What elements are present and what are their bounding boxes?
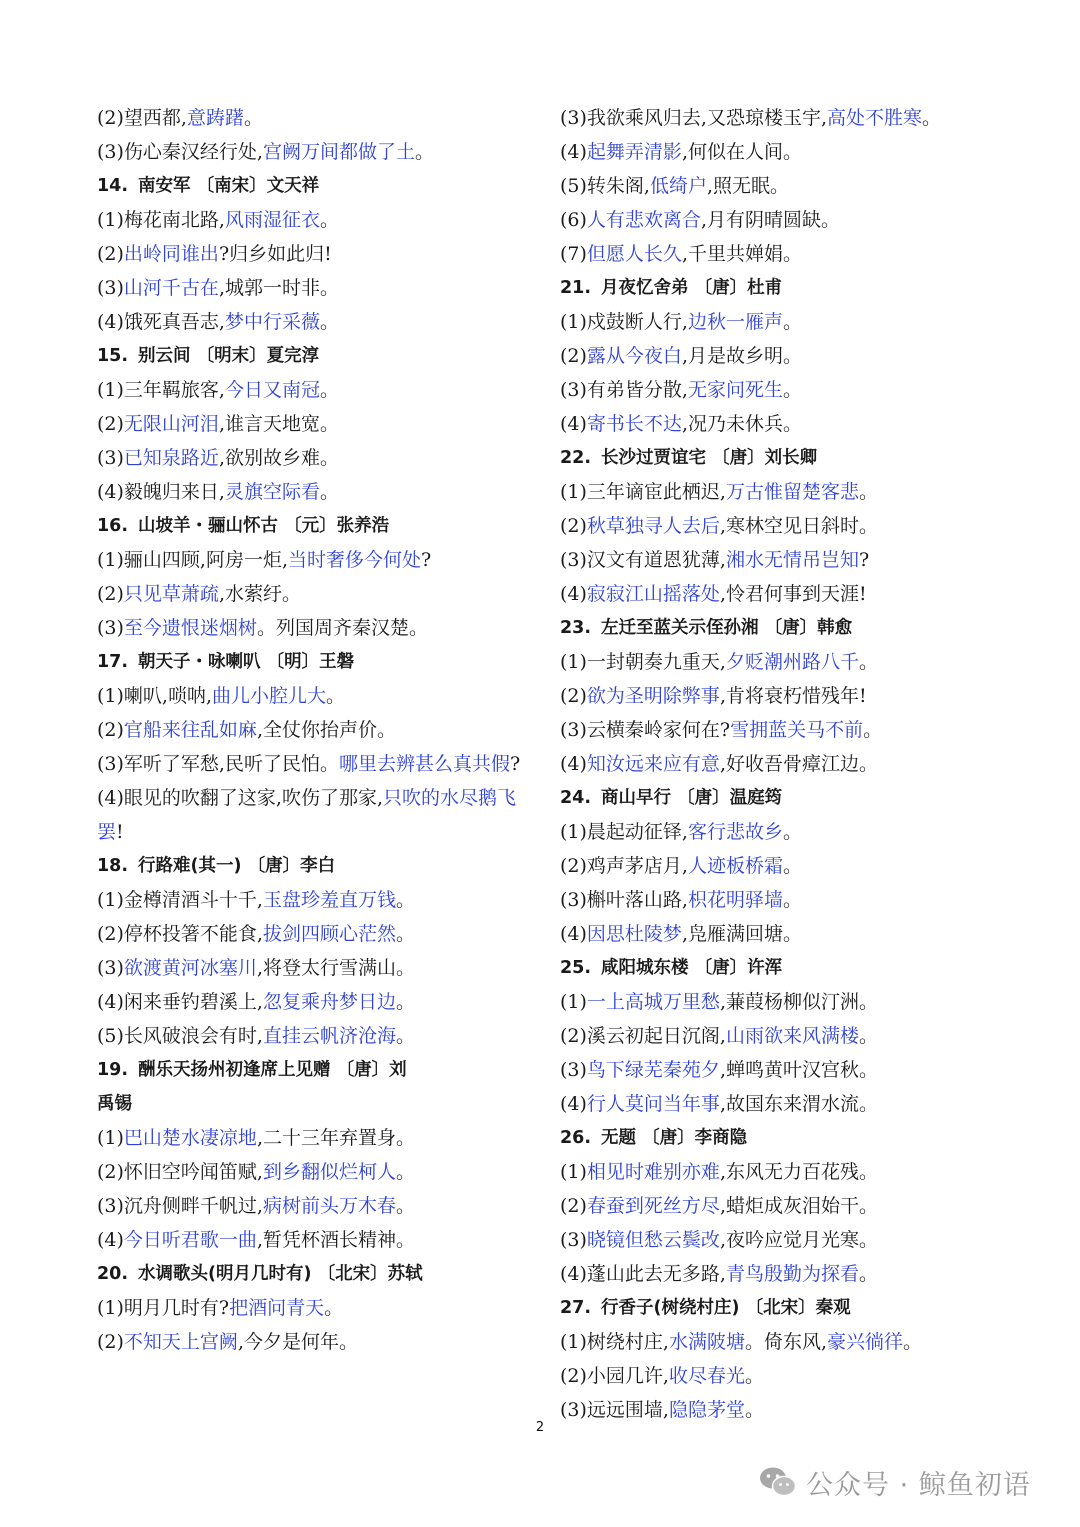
verse-line [560,985,1040,1019]
verse-text: ,肯将衰朽惜残年! [719,685,867,707]
verse-line [560,1019,1040,1053]
verse-text: (1)三年羁旅客, [97,379,225,401]
verse-line [97,951,537,985]
answer-text: 起舞弄清影 [586,141,682,163]
answer-text: 夕贬潮州路八千 [725,651,859,673]
verse-text: (3)汉文有道恩犹薄, [560,549,726,571]
verse-line [97,1121,537,1155]
poem-number: 25. [560,958,592,978]
verse-line [560,1189,1040,1223]
answer-text: 风雨湿征衣 [224,209,320,231]
answer-text: 知汝远来应有意 [586,753,720,775]
verse-text: (1) [560,991,587,1013]
verse-text: ,况乃未休兵。 [681,413,802,435]
verse-text: ? [858,549,870,571]
answer-text: 今日听君歌一曲 [123,1229,257,1251]
verse-line [560,237,1040,271]
answer-text: 人有悲欢离合 [586,209,701,231]
answer-text: 曲儿小腔儿大 [212,685,327,707]
poem-title [560,611,1040,645]
verse-text: (3) [97,617,124,639]
verse-text: ,凫雁满回塘。 [681,923,802,945]
poem-number: 16. [97,516,129,536]
verse-text: 。 [858,651,878,673]
verse-line [560,679,1040,713]
poem-number: 24. [560,788,592,808]
verse-text: (4)饿死真吾志, [97,311,225,333]
verse-text: ,月有阴晴圆缺。 [700,209,840,231]
answer-text: 因思杜陵梦 [586,923,682,945]
verse-line [560,1257,1040,1291]
verse-text: 。 [414,141,434,163]
verse-text: ,千里共婵娟。 [681,243,802,265]
poem-title-text: 酬乐天扬州初逢席上见赠 〔唐〕刘 [138,1060,407,1080]
verse-text: (3)沉舟侧畔千帆过, [97,1195,263,1217]
verse-text: (3)伤心秦汉经行处, [97,141,263,163]
verse-line [560,917,1040,951]
verse-text: (2)怀旧空吟闻笛赋, [97,1161,263,1183]
verse-text: 。 [744,1399,764,1421]
verse-line [97,271,537,305]
verse-line [97,713,537,747]
verse-text: (2) [97,243,124,265]
verse-text: ,何似在人间。 [681,141,802,163]
answer-text: 哪里去辨甚么真共假 [338,753,510,775]
verse-text: (2) [97,583,124,605]
answer-text: 相见时难别亦难 [586,1161,720,1183]
verse-text: (2) [560,685,587,707]
watermark [758,1460,1031,1504]
answer-text: 晓镜但愁云鬓改 [586,1229,720,1251]
answer-text: 玉盘珍羞直万钱 [262,889,396,911]
verse-line [97,781,537,849]
verse-text: 。 [744,1365,764,1387]
poem-title-text: 无题 〔唐〕李商隐 [601,1128,748,1148]
verse-text: ,谁言天地宽。 [218,413,339,435]
answer-text: 宫阙万间都做了土 [262,141,415,163]
answer-text: 春蚕到死丝方尽 [586,1195,720,1217]
verse-text: (3)远远围墙, [560,1399,669,1421]
verse-text: (7) [560,243,587,265]
verse-line [97,883,537,917]
verse-line [560,305,1040,339]
answer-text: 高处不胜寒 [827,107,923,129]
verse-line [97,985,537,1019]
poem-number: 14. [97,176,129,196]
poem-title [560,951,1040,985]
verse-text: ,暂凭杯酒长精神。 [256,1229,415,1251]
verse-text: ,寒林空见日斜时。 [719,515,878,537]
poem-title-text: 行香子(树绕村庄) 〔北宋〕秦观 [601,1298,851,1318]
verse-line [97,1019,537,1053]
answer-text: 病树前头万木春 [262,1195,396,1217]
verse-text: 。 [858,1263,878,1285]
verse-text: 。 [319,481,339,503]
verse-text: ,怜君何事到天涯! [719,583,867,605]
verse-text: (4) [97,1229,124,1251]
verse-text: (5)转朱阁, [560,175,650,197]
poem-title [97,169,537,203]
verse-line [97,203,537,237]
verse-text: (3)有弟皆分散, [560,379,688,401]
verse-text: 。 [395,1195,415,1217]
answer-text: 已知泉路近 [123,447,219,469]
verse-text: ,好收吾骨瘴江边。 [719,753,878,775]
verse-text: (4)毅魄归来日, [97,481,225,503]
verse-line [97,101,537,135]
verse-text: 。 [326,685,346,707]
watermark-text: 公众号 · 鲸鱼初语 [806,1469,1031,1501]
answer-text: 无限山河泪 [123,413,219,435]
poem-title [560,1291,1040,1325]
verse-text: (2)小园几许, [560,1365,669,1387]
poem-number: 27. [560,1298,592,1318]
verse-text: ,水萦纡。 [218,583,301,605]
verse-text: (1) [97,1127,124,1149]
verse-text: ,将登太行雪满山。 [256,957,415,979]
verse-text: (3) [97,447,124,469]
poem-title [97,339,537,373]
verse-text: (3)军听了军愁,民听了民怕。 [97,753,339,775]
verse-line [97,135,537,169]
answer-text: 青鸟殷勤为探看 [725,1263,859,1285]
answer-text: 收尽春光 [668,1365,745,1387]
poem-number: 18. [97,856,129,876]
answer-text: 灵旗空际看 [224,481,320,503]
verse-text: (4)眼见的吹翻了这家,吹伤了那家, [97,787,383,809]
verse-line [560,1155,1040,1189]
answer-text: 今日又南冠 [224,379,320,401]
poem-title [97,509,537,543]
verse-text: (1)一封朝奏九重天, [560,651,726,673]
verse-text: (3) [560,1229,587,1251]
verse-line [560,1087,1040,1121]
verse-text: (3) [97,957,124,979]
verse-line [97,747,537,781]
answer-text: 客行悲故乡 [687,821,783,843]
verse-text: (1)晨起动征铎, [560,821,688,843]
poem-title-text: 月夜忆舍弟 〔唐〕杜甫 [601,278,783,298]
verse-line [97,237,537,271]
verse-line [97,441,537,475]
verse-line [97,917,537,951]
answer-text: 人迹板桥霜 [687,855,783,877]
verse-text: (4) [560,753,587,775]
poem-title [97,849,537,883]
verse-text: 。 [319,209,339,231]
answer-text: 豪兴徜徉 [827,1331,904,1353]
verse-text: (1)梅花南北路, [97,209,225,231]
right-column [560,101,1040,1427]
verse-line [97,475,537,509]
verse-text: ? [509,753,521,775]
verse-line [97,543,537,577]
verse-line [560,577,1040,611]
verse-text: (3) [97,277,124,299]
verse-text: (1)金樽清酒斗十千, [97,889,263,911]
verse-line [560,509,1040,543]
verse-line [560,713,1040,747]
verse-text: (2) [560,515,587,537]
answer-text: 万古惟留楚客悲 [725,481,859,503]
verse-text: 。 [319,379,339,401]
poem-number: 21. [560,278,592,298]
verse-text: (2)望西都, [97,107,187,129]
poem-title-text: 左迁至蓝关示侄孙湘 〔唐〕韩愈 [601,618,853,638]
verse-line [97,1155,537,1189]
verse-line [560,1325,1040,1359]
verse-text: 。 [782,311,802,333]
verse-text: ,故国东来渭水流。 [719,1093,878,1115]
poem-title-text: 咸阳城东楼 〔唐〕许浑 [601,958,783,978]
poem-title-text: 朝天子・咏喇叭 〔明〕王磐 [138,652,355,672]
verse-text: ,蜡炬成灰泪始干。 [719,1195,878,1217]
answer-text: 把酒问青天 [229,1297,325,1319]
verse-line [97,305,537,339]
poem-title-text: 禹锡 [97,1094,132,1114]
answer-text: 寄书长不达 [586,413,682,435]
answer-text: 不知天上宫阙 [123,1331,238,1353]
answer-text: 拔剑四顾心茫然 [262,923,396,945]
verse-text: ,城郭一时非。 [218,277,339,299]
verse-text: ?归乡如此归! [218,243,332,265]
poem-title [97,1257,537,1291]
verse-text: ,蒹葭杨柳似汀洲。 [719,991,878,1013]
answer-text: 湘水无情吊岂知 [725,549,859,571]
verse-text: 。列国周齐秦汉楚。 [256,617,428,639]
verse-line [560,1223,1040,1257]
verse-line [560,543,1040,577]
verse-text: (2)鸡声茅店月, [560,855,688,877]
answer-text: 意踌躇 [186,107,244,129]
verse-text: (1)三年谪宦此栖迟, [560,481,726,503]
verse-text: ,东风无力百花残。 [719,1161,878,1183]
verse-text: (2) [560,1195,587,1217]
verse-line [97,407,537,441]
answer-text: 到乡翻似烂柯人 [262,1161,396,1183]
answer-text: 雪拥蓝关马不前 [730,719,864,741]
verse-text: 。 [395,923,415,945]
verse-text: ,照无眠。 [706,175,790,197]
poem-title [560,441,1040,475]
verse-line [560,203,1040,237]
answer-text: 一上高城万里愁 [586,991,720,1013]
answer-text: 梦中行采薇 [224,311,320,333]
verse-text: ,蝉鸣黄叶汉宫秋。 [719,1059,878,1081]
verse-text: (2) [97,1331,124,1353]
poem-title-text: 长沙过贾谊宅 〔唐〕刘长卿 [601,448,818,468]
verse-text: (2) [97,719,124,741]
verse-text: ! [116,821,124,843]
answer-text: 巴山楚水凄凉地 [123,1127,257,1149]
page-number: 2 [535,1420,545,1435]
verse-text: 。 [858,1025,878,1047]
poem-number: 20. [97,1264,129,1284]
verse-text: ? [421,549,432,571]
poem-title [560,271,1040,305]
answer-text: 无家问死生 [687,379,783,401]
verse-text: 。 [782,855,802,877]
poem-title-text: 行路难(其一) 〔唐〕李白 [138,856,336,876]
verse-line [560,101,1040,135]
verse-line [97,1189,537,1223]
verse-text: ,月是故乡明。 [681,345,802,367]
answer-text: 出岭同谁出 [123,243,219,265]
verse-line [97,373,537,407]
answer-text: 枳花明驿墙 [687,889,783,911]
answer-text: 边秋一雁声 [687,311,783,333]
verse-text: (5)长风破浪会有时, [97,1025,263,1047]
verse-line [560,883,1040,917]
verse-text: (6) [560,209,587,231]
verse-text: 。 [395,991,415,1013]
verse-line [560,1053,1040,1087]
verse-text: (1)骊山四顾,阿房一炬, [97,549,288,571]
left-column [97,101,537,1359]
poem-number: 22. [560,448,592,468]
answer-text: 露从今夜白 [586,345,682,367]
poem-title [97,1053,537,1087]
poem-number: 17. [97,652,129,672]
verse-line [560,849,1040,883]
verse-text: (4) [560,583,587,605]
poem-number: 19. [97,1060,129,1080]
poem-title [97,1087,537,1121]
poem-title-text: 水调歌头(明月几时有) 〔北宋〕苏轼 [138,1264,423,1284]
verse-text: (3)云横秦岭家何在? [560,719,731,741]
verse-text: (4)闲来垂钓碧溪上, [97,991,263,1013]
verse-text: (4) [560,413,587,435]
answer-text: 欲渡黄河冰塞川 [123,957,257,979]
verse-text: ,全仗你抬声价。 [256,719,396,741]
verse-text: (3) [560,1059,587,1081]
verse-text: (4) [560,1093,587,1115]
verse-text: 。 [903,1331,923,1353]
verse-text: 。倚东风, [744,1331,828,1353]
answer-text: 欲为圣明除弊事 [586,685,720,707]
poem-title-text: 别云间 〔明末〕夏完淳 [138,346,320,366]
verse-text: 。 [863,719,883,741]
verse-line [560,475,1040,509]
verse-text: (4) [560,141,587,163]
verse-text: 。 [922,107,942,129]
answer-text: 忽复乘舟梦日边 [262,991,396,1013]
verse-line [560,747,1040,781]
poem-title-text: 商山早行 〔唐〕温庭筠 [601,788,783,808]
verse-text: ,今夕是何年。 [237,1331,358,1353]
verse-line [560,169,1040,203]
verse-text: (1)喇叭,唢呐, [97,685,212,707]
answer-text: 行人莫问当年事 [586,1093,720,1115]
verse-text: ,二十三年弃置身。 [256,1127,415,1149]
answer-text: 寂寂江山摇落处 [586,583,720,605]
verse-line [560,373,1040,407]
answer-text: 鸟下绿芜秦苑夕 [586,1059,720,1081]
verse-text: (1) [560,1161,587,1183]
verse-line [97,1291,537,1325]
verse-text: (4) [560,923,587,945]
verse-text: (2) [560,345,587,367]
verse-text: (1)戍鼓断人行, [560,311,688,333]
verse-text: (2)溪云初起日沉阁, [560,1025,726,1047]
poem-title [560,1121,1040,1155]
poem-number: 23. [560,618,592,638]
verse-line [97,679,537,713]
verse-line [97,577,537,611]
verse-text: 。 [324,1297,344,1319]
answer-text: 只吹的水尽鹅飞罢 [97,787,517,843]
verse-text: 。 [782,889,802,911]
verse-line [560,815,1040,849]
poem-number: 15. [97,346,129,366]
verse-text: (3)槲叶落山路, [560,889,688,911]
verse-text: 。 [782,379,802,401]
answer-text: 山雨欲来风满楼 [725,1025,859,1047]
poem-number: 26. [560,1128,592,1148]
poem-title [97,645,537,679]
answer-text: 隐隐茅堂 [668,1399,745,1421]
verse-text: (2) [97,413,124,435]
verse-line [97,1325,537,1359]
verse-text: (2)停杯投箸不能食, [97,923,263,945]
verse-line [560,407,1040,441]
answer-text: 水满陂塘 [668,1331,745,1353]
answer-text: 但愿人长久 [586,243,682,265]
verse-text: 。 [395,1025,415,1047]
verse-line [97,1223,537,1257]
verse-text: 。 [395,889,415,911]
answer-text: 官船来往乱如麻 [123,719,257,741]
answer-text: 直挂云帆济沧海 [262,1025,396,1047]
verse-line [560,339,1040,373]
verse-text: (1)树绕村庄, [560,1331,669,1353]
verse-text: ,夜吟应觉月光寒。 [719,1229,878,1251]
poem-title-text: 南安军 〔南宋〕文天祥 [138,176,320,196]
verse-line [560,645,1040,679]
verse-line [560,1359,1040,1393]
answer-text: 只见草萧疏 [123,583,219,605]
verse-text: (4)蓬山此去无多路, [560,1263,726,1285]
verse-text: 。 [243,107,263,129]
answer-text: 秋草独寻人去后 [586,515,720,537]
verse-line [560,135,1040,169]
verse-text: (1)明月几时有? [97,1297,230,1319]
verse-text: 。 [395,1161,415,1183]
poem-title-text: 山坡羊・骊山怀古 〔元〕张养浩 [138,516,390,536]
verse-line [97,611,537,645]
poem-title [560,781,1040,815]
answer-text: 低绮户 [649,175,707,197]
answer-text: 当时奢侈今何处 [288,549,422,571]
wechat-icon [758,1465,798,1499]
answer-text: 至今遗恨迷烟树 [123,617,257,639]
answer-text: 山河千古在 [123,277,219,299]
verse-text: 。 [858,481,878,503]
verse-text: 。 [319,311,339,333]
verse-text: (3)我欲乘风归去,又恐琼楼玉宇, [560,107,827,129]
verse-text: 。 [782,821,802,843]
verse-text: ,欲别故乡难。 [218,447,339,469]
